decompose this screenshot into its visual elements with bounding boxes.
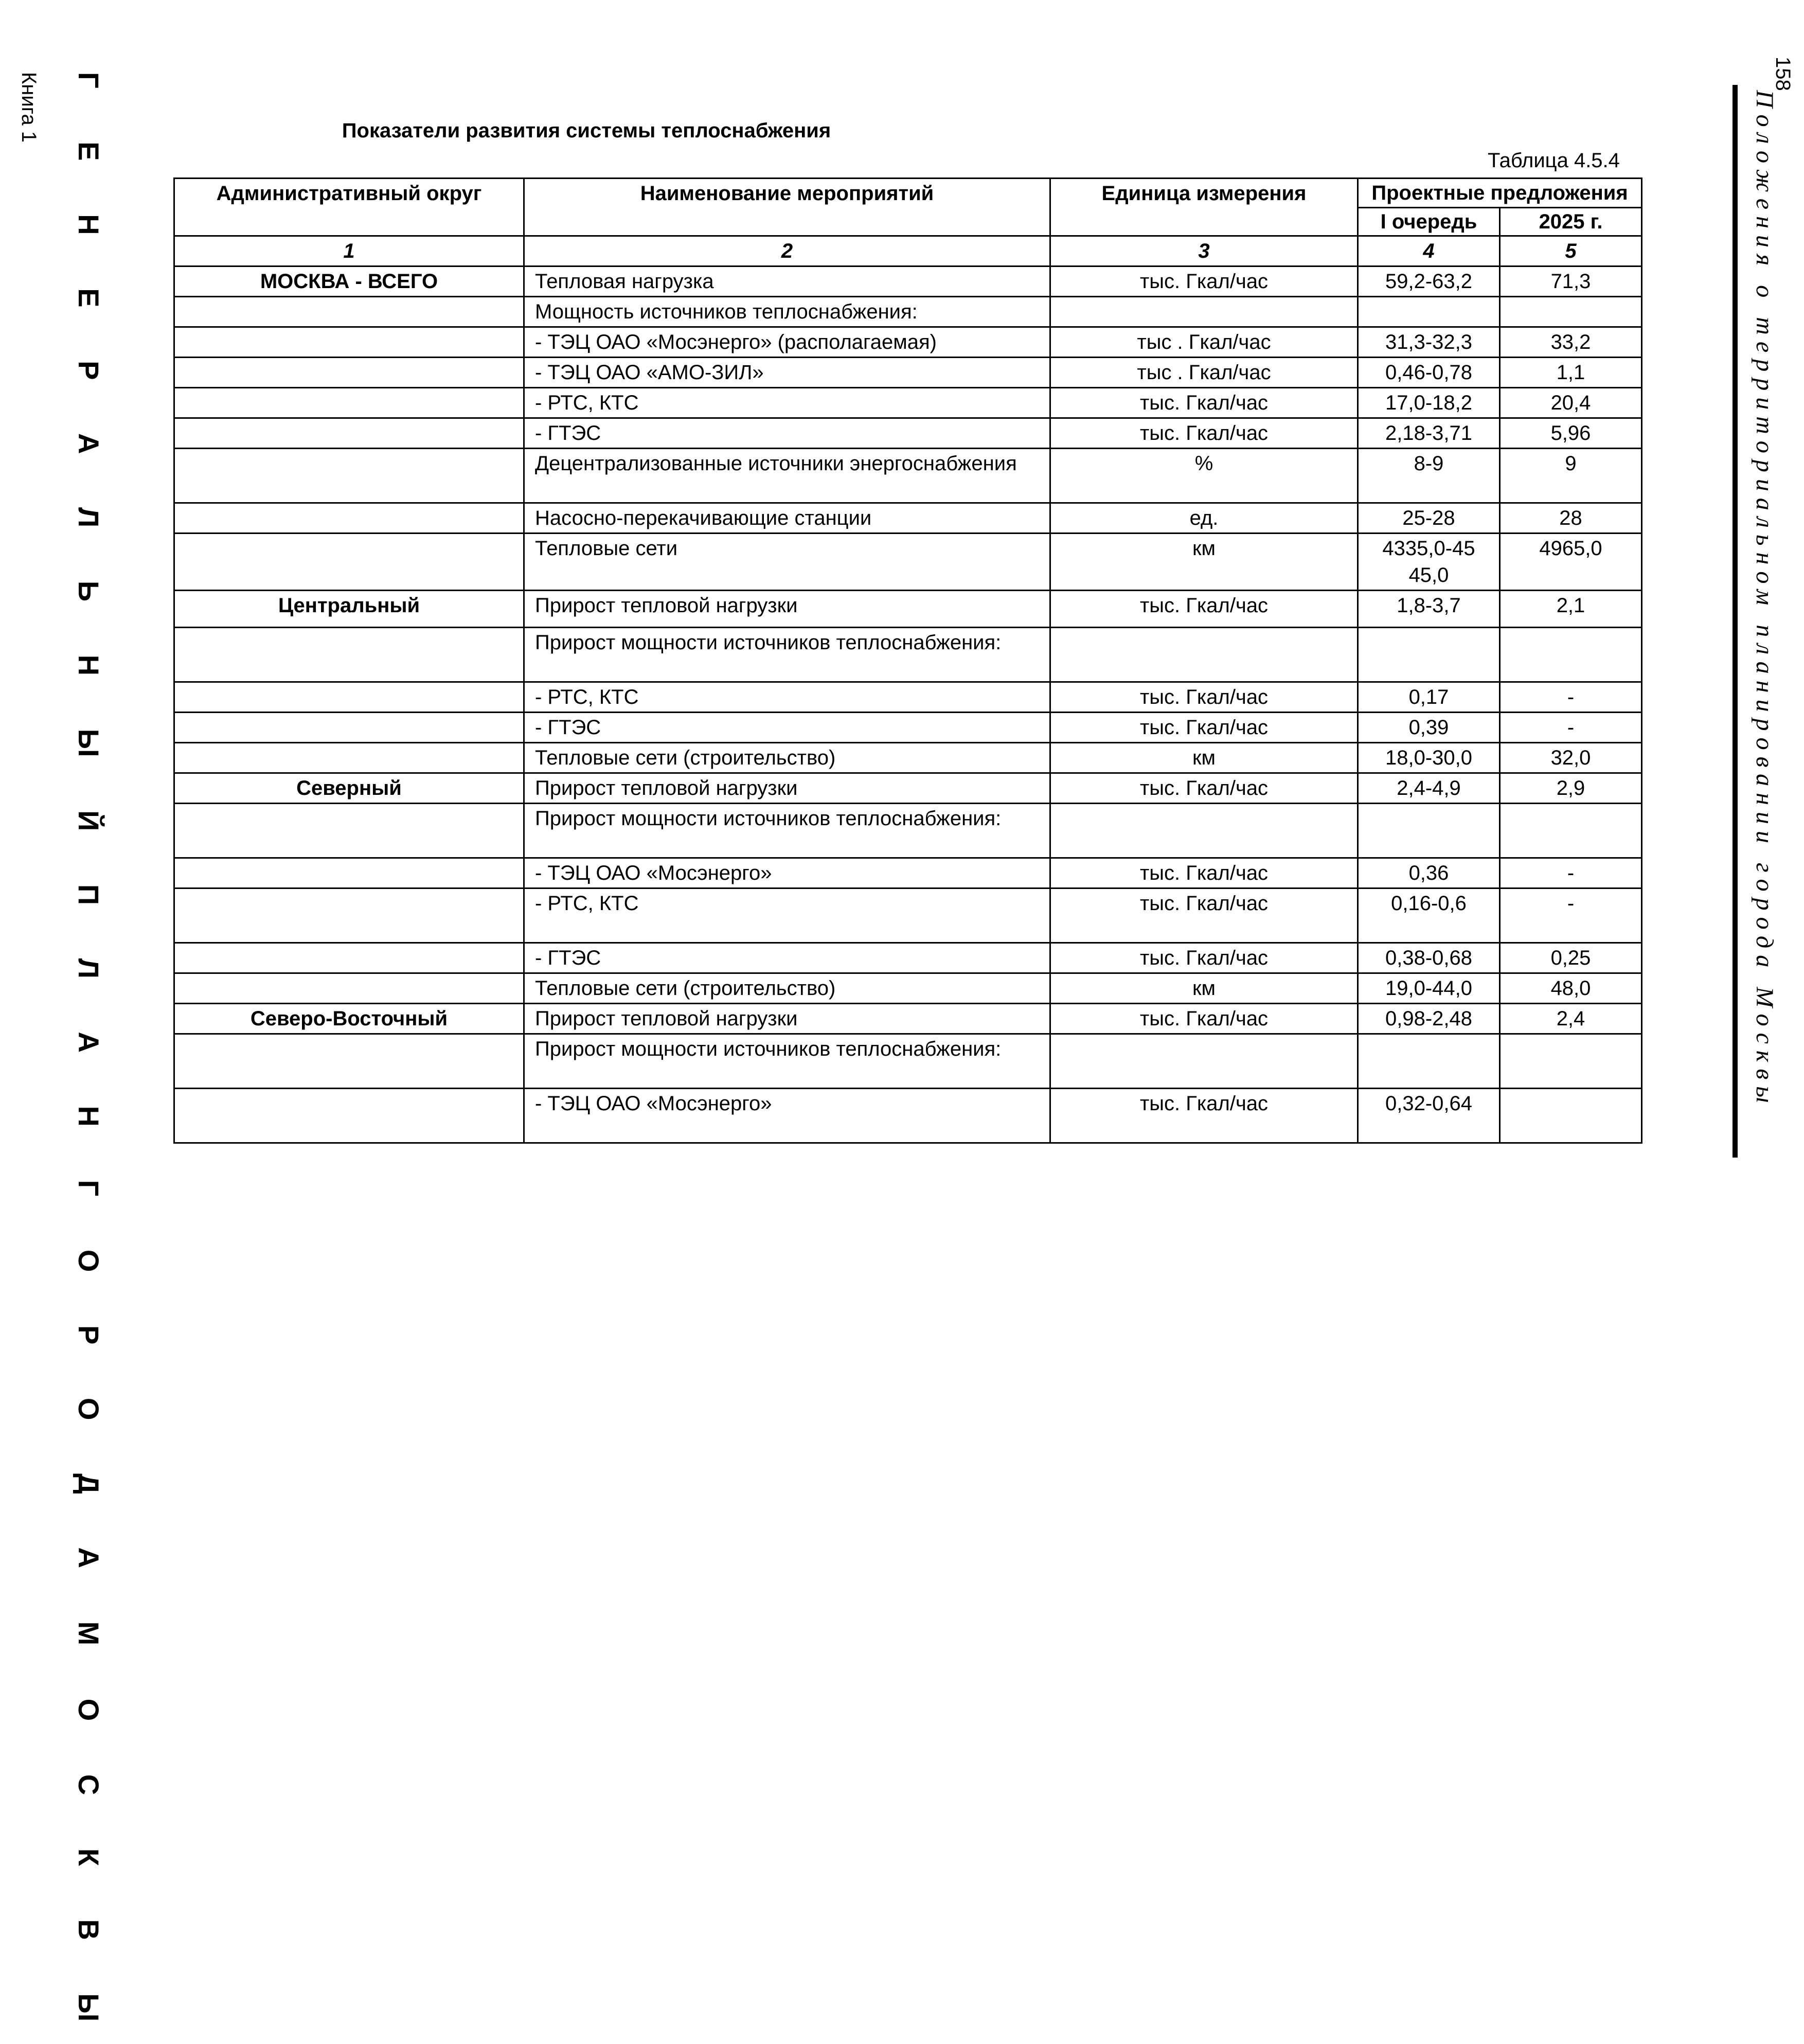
okrug-cell [174,534,524,591]
table-row [174,1004,1642,1034]
unit-cell: км [1050,743,1358,773]
phase1-value: 0,46-0,78 [1358,358,1500,388]
table-row [174,773,1642,804]
year2025-value: 2,4 [1500,1004,1642,1034]
table-row [174,888,1642,943]
phase1-value: 1,8-3,7 [1358,591,1500,628]
year2025-value [1500,804,1642,858]
measure-cell: Прирост тепловой нагрузки [524,1004,1050,1034]
phase1-value: 0,32-0,64 [1358,1089,1500,1143]
measure-cell: - ГТЭС [524,713,1050,743]
column-number: 3 [1050,236,1358,266]
table-row [174,327,1642,358]
unit-cell [1050,297,1358,327]
okrug-cell [174,858,524,888]
unit-cell: тыс. Гкал/час [1050,1004,1358,1034]
column-number: 2 [524,236,1050,266]
okrug-cell [174,743,524,773]
measure-cell: - РТС, КТС [524,888,1050,943]
header-okrug: Административный округ [174,179,524,236]
year2025-value: 9 [1500,449,1642,503]
unit-cell: тыс. Гкал/час [1050,682,1358,713]
unit-cell: тыс. Гкал/час [1050,388,1358,418]
year2025-value: 48,0 [1500,973,1642,1004]
table-row [174,591,1642,628]
okrug-cell: Северо-Восточный [174,1004,524,1034]
unit-cell: тыс. Гкал/час [1050,888,1358,943]
unit-cell: % [1050,449,1358,503]
measure-cell: - ГТЭС [524,943,1050,973]
okrug-cell [174,297,524,327]
unit-cell: тыс . Гкал/час [1050,358,1358,388]
table-row [174,358,1642,388]
phase1-value [1358,804,1500,858]
phase1-value: 0,39 [1358,713,1500,743]
page-number: 158 [1772,57,1794,91]
table-row [174,943,1642,973]
okrug-cell [174,418,524,449]
year2025-value: - [1500,858,1642,888]
year2025-value: 2,9 [1500,773,1642,804]
year2025-value: 33,2 [1500,327,1642,358]
table-row [174,266,1642,297]
okrug-cell [174,388,524,418]
unit-cell [1050,804,1358,858]
measure-cell: - ТЭЦ ОАО «Мосэнерго» (располагаемая) [524,327,1050,358]
unit-cell: ед. [1050,503,1358,534]
okrug-cell [174,358,524,388]
unit-cell: тыс. Гкал/час [1050,858,1358,888]
header-unit: Единица измерения [1050,179,1358,236]
table-row [174,858,1642,888]
table-row [174,449,1642,503]
column-number: 4 [1358,236,1500,266]
okrug-cell [174,713,524,743]
table-row [174,743,1642,773]
okrug-cell [174,888,524,943]
unit-cell: тыс. Гкал/час [1050,943,1358,973]
unit-cell [1050,628,1358,682]
measure-cell: Насосно-перекачивающие станции [524,503,1050,534]
okrug-cell: МОСКВА - ВСЕГО [174,266,524,297]
okrug-cell: Северный [174,773,524,804]
measure-cell: - ТЭЦ ОАО «Мосэнерго» [524,858,1050,888]
book-label: Книга 1 [17,72,40,143]
unit-cell: тыс. Гкал/час [1050,1089,1358,1143]
okrug-cell [174,1089,524,1143]
year2025-value: 28 [1500,503,1642,534]
column-number: 5 [1500,236,1642,266]
unit-cell: км [1050,534,1358,591]
table-row [174,388,1642,418]
table-row [174,713,1642,743]
phase1-value: 17,0-18,2 [1358,388,1500,418]
year2025-value: 5,96 [1500,418,1642,449]
phase1-value: 4335,0-4545,0 [1358,534,1500,591]
header-row [174,179,1642,208]
phase1-value: 18,0-30,0 [1358,743,1500,773]
okrug-cell [174,628,524,682]
okrug-cell [174,503,524,534]
measure-cell: Тепловые сети (строительство) [524,743,1050,773]
year2025-value: 32,0 [1500,743,1642,773]
table-row [174,503,1642,534]
phase1-value [1358,297,1500,327]
measure-cell: - ГТЭС [524,418,1050,449]
header-2025: 2025 г. [1500,208,1642,236]
phase1-value: 0,36 [1358,858,1500,888]
phase1-value: 2,18-3,71 [1358,418,1500,449]
measure-cell: Тепловая нагрузка [524,266,1050,297]
year2025-value [1500,297,1642,327]
phase1-value: 0,38-0,68 [1358,943,1500,973]
header-phase1: I очередь [1358,208,1500,236]
right-margin-rule [1732,85,1738,1158]
year2025-value: 0,25 [1500,943,1642,973]
okrug-cell [174,682,524,713]
table-row [174,628,1642,682]
measure-cell: Прирост тепловой нагрузки [524,773,1050,804]
unit-cell: тыс. Гкал/час [1050,418,1358,449]
measure-cell: Прирост мощности источников теплоснабжения: [524,628,1050,682]
phase1-value [1358,628,1500,682]
phase1-value: 25-28 [1358,503,1500,534]
measure-cell: - РТС, КТС [524,682,1050,713]
okrug-cell: Центральный [174,591,524,628]
measure-cell: Тепловые сети (строительство) [524,973,1050,1004]
table-row [174,682,1642,713]
year2025-value: 20,4 [1500,388,1642,418]
table-row [174,418,1642,449]
year2025-value: - [1500,682,1642,713]
year2025-value: 4965,0 [1500,534,1642,591]
year2025-value: - [1500,888,1642,943]
year2025-value: 71,3 [1500,266,1642,297]
measure-cell: Децентрализованные источники энергоснабжения [524,449,1050,503]
phase1-value: 0,98-2,48 [1358,1004,1500,1034]
phase1-value: 31,3-32,3 [1358,327,1500,358]
year2025-value [1500,1089,1642,1143]
phase1-value: 19,0-44,0 [1358,973,1500,1004]
table-row [174,1089,1642,1143]
phase1-value: 0,16-0,6 [1358,888,1500,943]
phase1-value: 0,17 [1358,682,1500,713]
column-number: 1 [174,236,524,266]
phase1-value: 59,2-63,2 [1358,266,1500,297]
table-label: Таблица 4.5.4 [1488,149,1620,172]
unit-cell: км [1050,973,1358,1004]
okrug-cell [174,449,524,503]
okrug-cell [174,327,524,358]
okrug-cell [174,804,524,858]
measure-cell: Мощность источников теплоснабжения: [524,297,1050,327]
document-title: Показатели развития системы теплоснабжения [342,119,831,142]
table-row [174,804,1642,858]
year2025-value [1500,628,1642,682]
measure-cell: Прирост мощности источников теплоснабжения: [524,1034,1050,1089]
unit-cell [1050,1034,1358,1089]
unit-cell: тыс. Гкал/час [1050,266,1358,297]
table-row [174,534,1642,591]
column-number-row [174,236,1642,266]
phase1-value [1358,1034,1500,1089]
left-margin [0,0,105,2044]
measure-cell: - ТЭЦ ОАО «АМО-ЗИЛ» [524,358,1050,388]
year2025-value: 1,1 [1500,358,1642,388]
unit-cell: тыс. Гкал/час [1050,713,1358,743]
heat-supply-table [173,177,1642,1144]
measure-cell: - ТЭЦ ОАО «Мосэнерго» [524,1089,1050,1143]
measure-cell: Прирост тепловой нагрузки [524,591,1050,628]
year2025-value [1500,1034,1642,1089]
unit-cell: тыс . Гкал/час [1050,327,1358,358]
year2025-value: - [1500,713,1642,743]
measure-cell: - РТС, КТС [524,388,1050,418]
measure-cell: Прирост мощности источников теплоснабжения: [524,804,1050,858]
okrug-cell [174,1034,524,1089]
header-proposals: Проектные предложения [1358,179,1642,208]
okrug-cell [174,943,524,973]
measure-cell: Тепловые сети [524,534,1050,591]
table-row [174,973,1642,1004]
table-row [174,1034,1642,1089]
general-plan-title: Г Е Н Е Р А Л Ь Н Ы Й П Л А Н Г О Р О Д А М О С К В Ы [73,72,105,2044]
header-measure: Наименование мероприятий [524,179,1050,236]
unit-cell: тыс. Гкал/час [1050,591,1358,628]
year2025-value: 2,1 [1500,591,1642,628]
table-row [174,297,1642,327]
unit-cell: тыс. Гкал/час [1050,773,1358,804]
phase1-value: 2,4-4,9 [1358,773,1500,804]
regulations-title: Положения о территориальном планировании города Москвы [1751,90,1778,1110]
okrug-cell [174,973,524,1004]
phase1-value: 8-9 [1358,449,1500,503]
